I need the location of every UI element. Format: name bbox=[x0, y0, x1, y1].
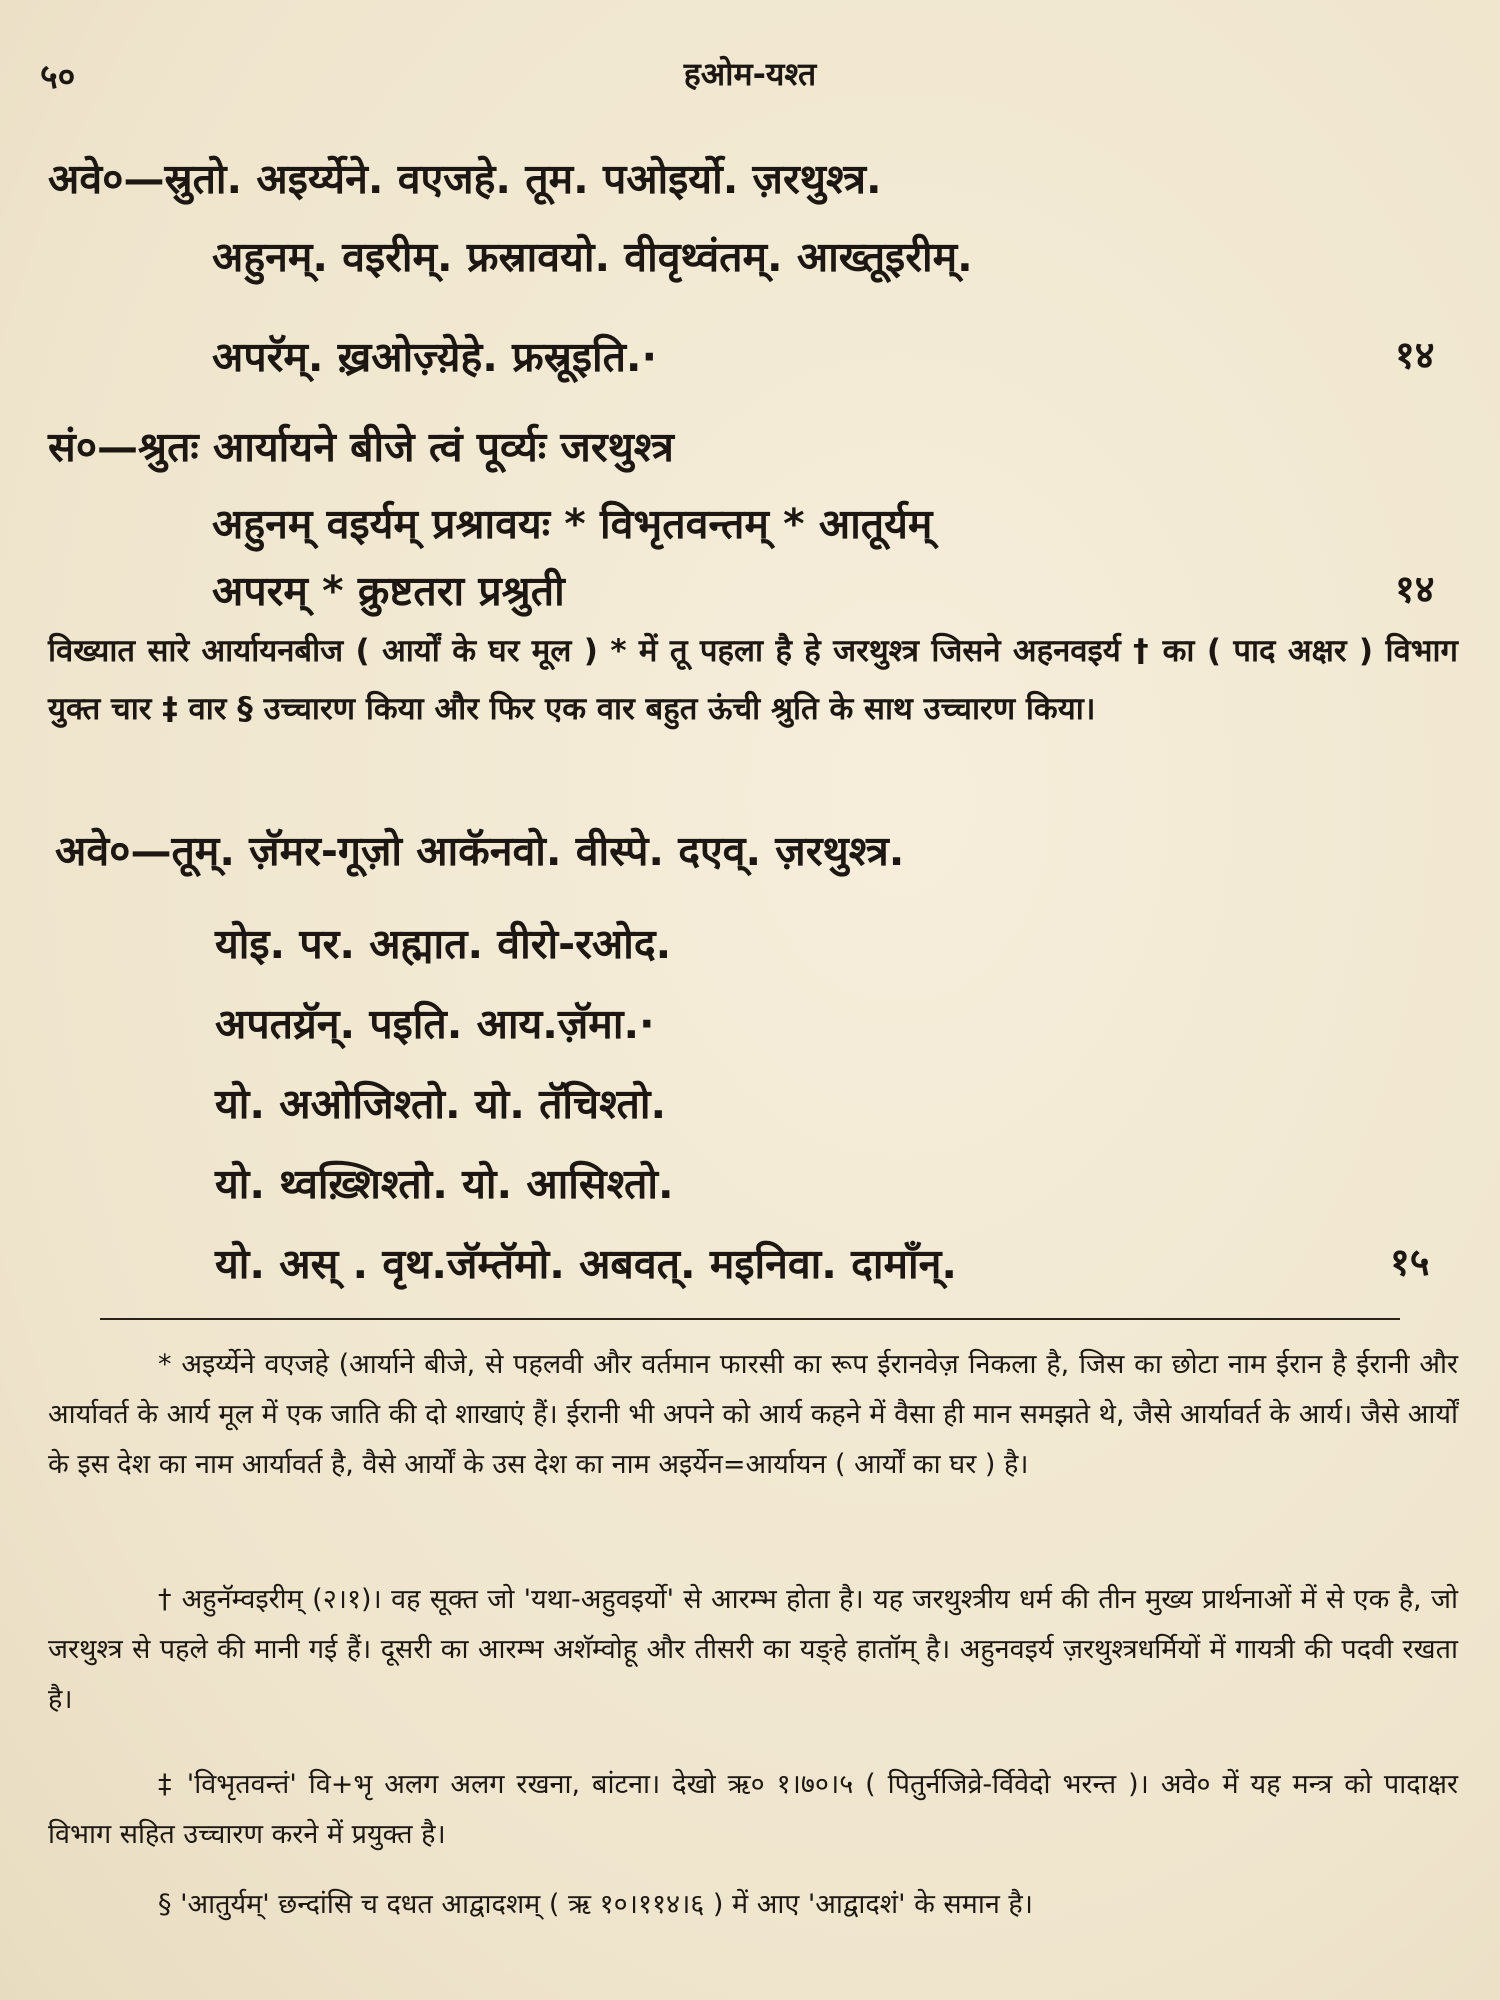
verse14-sanskrit-line: अपरम् * क्रुष्टतरा प्रश्रुती bbox=[212, 567, 565, 615]
footnote-3: ‡ 'विभृतवन्तं' वि+भृ अलग अलग रखना, बांटना। देखो ऋ० १।७०।५ ( पितुर्नजिव्रे-र्विवेदो भरन्त )। अवे० में यह मन्त्र को पादाक्षर विभाग सहित उच्चारण करने में प्रयुक्त है। bbox=[48, 1769, 1458, 1850]
verse15-avesta-line: यो. अओजिश्तो. यो. तॅचिश्तो. bbox=[215, 1080, 667, 1128]
verse14-avesta-line: अवे०—स्रुतो. अइर्य्येने. वएजहे. तूम. पओइर्यो. ज़रथुश्त्र. bbox=[48, 155, 882, 203]
running-title: हओम-यश्त bbox=[683, 55, 817, 93]
page-header bbox=[40, 52, 1460, 102]
verse15-avesta-line: यो. थ्वख़्शिश्तो. यो. आसिश्तो. bbox=[215, 1160, 674, 1208]
footnote-2: † अहुनॅम्वइरीम् (२।१)। वह सूक्त जो 'यथा-अहुवइर्यो' से आरम्भ होता है। यह जरथुश्त्रीय धर्म की तीन मुख्य प्रार्थनाओं में से एक है, जो जरथुश्त्र से पहले की मानी गई हैं। दूसरी का आरम्भ अशॅम्वोहू और तीसरी का यङ्हे हातॉम् है। अहुनवइर्य ज़रथुश्त्रधर्मियों में गायत्री की पदवी रखता है। bbox=[48, 1584, 1458, 1715]
verse-number: १४ bbox=[1395, 567, 1435, 611]
verse15-avesta-line: योइ. पर. अह्मात. वीरो-रओद. bbox=[215, 920, 672, 968]
verse14-avesta-line: अहुनम्. वइरीम्. फ्रस्रावयो. वीवृथ्वंतम्. आख्तूइरीम्. bbox=[212, 233, 973, 281]
verse14-avesta-line: अपरॅम्. ख़्रओज़्य़ेहे. फ्रस्रूइति.· bbox=[212, 333, 658, 381]
translation-paragraph: विख्यात सारे आर्यायनबीज ( आर्यों के घर मूल ) * में तू पहला है हे जरथुश्त्र जिसने अहनवइर्य † का ( पाद अक्षर ) विभाग युक्त चार ‡ वार § उच्चारण किया और फिर एक वार बहुत ऊंची श्रुति के साथ उच्चारण किया। bbox=[48, 633, 1458, 727]
verse15-avesta-line: अवे०—तूम्. ज़ॅमर-गूज़ो आकॅनवो. वीस्पे. दएव्. ज़रथुश्त्र. bbox=[55, 827, 905, 875]
footnote-divider bbox=[100, 1318, 1400, 1320]
footnote-1: * अइर्य्येने वएजहे (आर्याने बीजे, से पहलवी और वर्तमान फारसी का रूप ईरानवेज़ निकला है, जिस का छोटा नाम ईरान है ईरानी और आर्यावर्त के आर्य मूल में एक जाति की दो शाखाएं हैं। ईरानी भी अपने को आर्य कहने में वैसा ही मान समझते थे, जैसे आर्यावर्त के आर्य। जैसे आर्यों के इस देश का नाम आर्यावर्त है, वैसे आर्यों के उस देश का नाम अइर्येन=आर्यायन ( आर्यों का घर ) है। bbox=[48, 1349, 1458, 1480]
verse14-sanskrit-line: अहुनम् वइर्यम् प्रश्रावयः * विभृतवन्तम् * आतूर्यम् bbox=[212, 500, 933, 548]
verse15-avesta-line: अपतय्रॅन्. पइति. आय.ज़ॅमा.· bbox=[215, 1000, 655, 1048]
verse14-sanskrit-line: सं०—श्रुतः आर्यायने बीजे त्वं पूर्व्यः जरथुश्त्र bbox=[48, 423, 674, 471]
verse-number: १५ bbox=[1390, 1240, 1430, 1284]
verse-number: १४ bbox=[1395, 333, 1435, 377]
verse15-avesta-line: यो. अस् . वृथ.जॅम्तॅमो. अबवत्. मइनिवा. दामाँन्. bbox=[215, 1240, 957, 1288]
footnote-4: § 'आतुर्यम्' छन्दांसि च दधत आद्वादशम् ( ऋ १०।११४।६ ) में आए 'आद्वादशं' के समान है। bbox=[158, 1889, 1033, 1920]
page-number: ५० bbox=[40, 57, 76, 97]
